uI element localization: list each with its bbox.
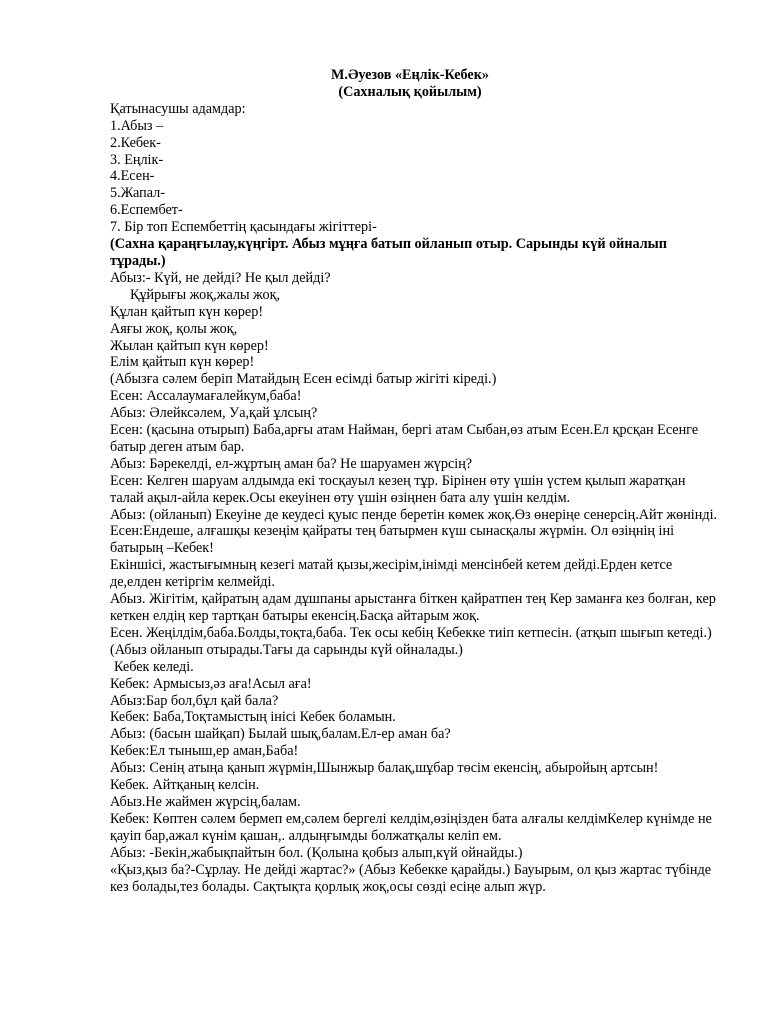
cast-item: 5.Жапал- bbox=[110, 185, 165, 202]
dialogue-line: Кебек. Айтқаның келсін. bbox=[110, 777, 260, 794]
dialogue-line: Абыз: (басын шайқап) Былай шық,балам.Ел-ер аман ба? bbox=[110, 726, 451, 743]
cast-item: 3. Еңлік- bbox=[110, 151, 164, 168]
dialogue-line: Есен:Ендеше, алғашқы кезеңім қайраты тең батырмен күш сынасқалы жүрмін. Ол өзіңнің іні батырың –Кебек! bbox=[110, 523, 675, 557]
dialogue-line: Кебек: Армысыз,әз аға!Асыл аға! bbox=[110, 675, 312, 692]
document-title: М.Әуезов «Еңлік-Кебек» bbox=[331, 67, 489, 83]
dialogue-line: Кебек: Баба,Тоқтамыстың інісі Кебек боламын. bbox=[110, 709, 396, 726]
cast-item: 2.Кебек- bbox=[110, 134, 161, 151]
dialogue-line: Есен: Ассалаумағалейкум,баба! bbox=[110, 388, 302, 405]
cast-item: 4.Есен- bbox=[110, 168, 155, 185]
dialogue-line: Кебек: Көптен сәлем бермеп ем,сәлем бергелі келдім,өзіңізден бата алғалы келдімКелер күнімде не қауіп бар,ажал күнім қашан,. алдыңғымды болжатқалы келіп ем. bbox=[110, 810, 712, 844]
stage-note: Кебек келеді. bbox=[114, 658, 194, 675]
document-page bbox=[110, 67, 720, 895]
dialogue-line: Абыз. Жігітім, қайратың адам дұшпаны арыстанға біткен қайратпен тең Кер заманға кез болған, кер кеткен елдің кер тартқан батыры екенсің.Басқа айтарым жоқ. bbox=[110, 591, 716, 624]
cast-item: 7. Бір топ Еспембеттің қасындағы жігіттері- bbox=[110, 219, 377, 236]
dialogue-line: Есен. Жеңілдім,баба.Болды,тоқта,баба. Тек осы кебің Кебекке тиіп кетпесін. (атқып шығып кетеді.) bbox=[110, 624, 712, 641]
dialogue-line: Абыз:Бар бол,бұл қай бала? bbox=[110, 692, 279, 709]
verse-line: Елім қайтып күн көрер! bbox=[110, 354, 255, 371]
dialogue-line: Есен: (қасына отырып) Баба,арғы атам Найман, бергі атам Сыбан,өз атым Есен.Ел қрсқан Есенге батыр деген атым бар. bbox=[110, 422, 699, 455]
stage-note: (Абыз ойланып отырады.Тағы да сарынды күй ойналады.) bbox=[110, 641, 463, 658]
dialogue-line: Абыз: Бәрекелді, ел-жұртың аман ба? Не шаруамен жүрсің? bbox=[110, 455, 473, 472]
dialogue-line: Есен: Келген шаруам алдымда екі тосқауыл кезең тұр. Бірінен өту үшін үстем қылып жаратқан талай ақыл-айла керек.Осы екеуінен өту үшін өзіңнен бата алу үшін келдім. bbox=[110, 472, 686, 506]
cast-item: 6.Еспембет- bbox=[110, 202, 183, 219]
dialogue-line: Абыз: Сенің атыңа қанып жүрмін,Шынжыр балақ,шұбар төсім екенсің, абыройың артсын! bbox=[110, 760, 659, 777]
dialogue-line: Абыз.Не жаймен жүрсің,балам. bbox=[110, 793, 301, 810]
dialogue-line: Кебек:Ел тыныш,ер аман,Баба! bbox=[110, 743, 299, 760]
verse-line: Аяғы жоқ, қолы жоқ, bbox=[110, 320, 238, 337]
dialogue-line: Абыз: -Бекін,жабықпайтын бол. (Қолына қобыз алып,күй ойнайды.) bbox=[110, 844, 523, 861]
stage-direction: (Сахна қараңғылау,күңгірт. Абыз мұңға батып ойланып отыр. Сарынды күй ойналып тұрады.) bbox=[110, 236, 667, 269]
dialogue-line: «Қыз,қыз ба?-Сұрлау. Не дейді жартас?» (Абыз Кебекке қарайды.) Бауырым, ол қыз жартас түбінде кез болады,тез болады. Сақтықта қорлық жоқ,осы сөзді есіңе алып жүр. bbox=[110, 861, 712, 895]
verse-line: Құйрығы жоқ,жалы жоқ, bbox=[130, 286, 281, 303]
cast-item: 1.Абыз – bbox=[110, 117, 164, 134]
verse-line: Жылан қайтып күн көрер! bbox=[110, 337, 269, 354]
verse-line: Құлан қайтып күн көрер! bbox=[110, 303, 264, 320]
dialogue-line: Абыз: Әлейксәлем, Уа,қай ұлсың? bbox=[110, 405, 318, 422]
cast-heading: Қатынасушы адамдар: bbox=[110, 100, 246, 117]
dialogue-line: Екіншісі, жастығымның кезегі матай қызы,жесірім,інімді менсінбей кетем дейді.Ерден кетсе де,елден кетіргім келмейді. bbox=[110, 557, 673, 591]
dialogue-line: Абыз: (ойланып) Екеуіне де кеудесі қуыс пенде беретін көмек жоқ.Өз өнеріңе сенерсің.Айт жөнінді. bbox=[110, 506, 718, 523]
document-subtitle: (Сахналық қойылым) bbox=[338, 83, 482, 100]
stage-note: (Абызға сәлем беріп Матайдың Есен есімді батыр жігіті кіреді.) bbox=[110, 371, 497, 388]
dialogue-line: Абыз:- Күй, не дейді? Не қыл дейді? bbox=[110, 269, 331, 286]
